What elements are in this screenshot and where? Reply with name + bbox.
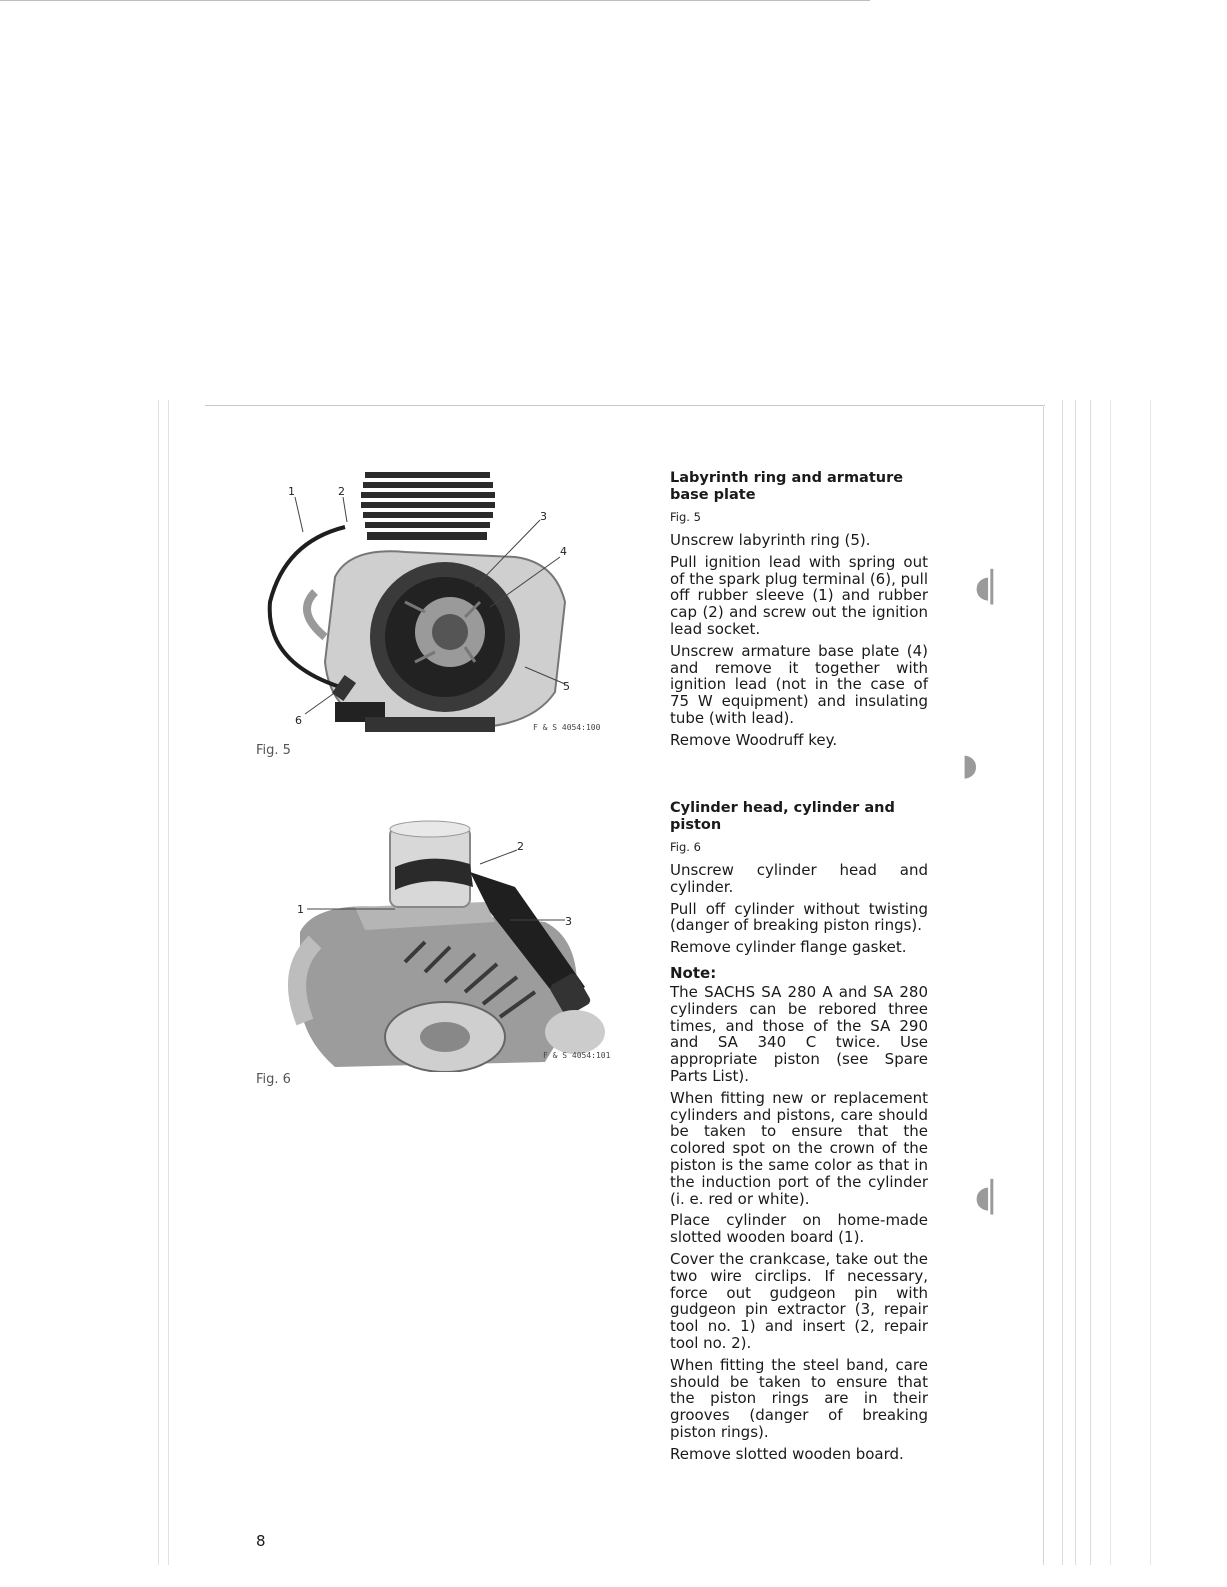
figure-5-image (255, 462, 615, 747)
binder-hole-mark: ◖▏ (975, 570, 1014, 605)
paragraph: Remove cylinder flange gasket. (670, 938, 907, 957)
fig5-callout-2: 2 (338, 485, 345, 498)
page-number: 8 (256, 1532, 266, 1550)
section-heading: Labyrinth ring and armature base plate (670, 470, 904, 503)
figure-6-caption: Fig. 6 (256, 1072, 291, 1087)
paragraph: Unscrew armature base plate (4) and remove it together with ignition lead (not in the case of 75 W equipment) and insulating tube (with lead). (670, 641, 928, 727)
fig5-callout-4: 4 (560, 545, 567, 558)
note-paragraph: When fitting the steel band, care should be taken to ensure that the piston rings are in their grooves (danger of breaking piston rings). (670, 1355, 928, 1441)
fig5-callout-6: 6 (295, 714, 302, 727)
scan-right-edge-2 (1075, 400, 1076, 1565)
fig5-stamp: F & S 4054:100 (533, 723, 601, 732)
scan-left-edge-2 (168, 400, 169, 1565)
binder-hole-mark: ◖▏ (975, 1180, 1014, 1215)
section-heading: Cylinder head, cylinder and piston (670, 800, 895, 833)
paragraph: Unscrew labyrinth ring (5). (670, 531, 871, 549)
fig5-callout-5: 5 (563, 680, 570, 693)
note-paragraph: Place cylinder on home-made slotted wooden board (1). (670, 1211, 928, 1247)
section-labyrinth-ring (670, 470, 928, 754)
figure-reference: Fig. 6 (670, 840, 701, 854)
fig6-callout-2: 2 (517, 840, 524, 853)
fig6-callout-3: 3 (565, 915, 572, 928)
figure-5-caption: Fig. 5 (256, 743, 291, 758)
binder-hole-mark: ◗ (962, 748, 978, 783)
fig5-callout-3: 3 (540, 510, 547, 523)
scan-right-edge-1 (1062, 400, 1063, 1565)
scan-left-edge (158, 400, 159, 1565)
note-paragraph: Remove slotted wooden board. (670, 1444, 904, 1463)
fig6-callout-1: 1 (297, 903, 304, 916)
figure-reference: Fig. 5 (670, 510, 701, 524)
note-paragraph: Cover the crankcase, take out the two wire circlips. If necessary, force out gudgeon pin with gudgeon pin extractor (3, repair tool no. 1) and insert (2, repair tool no. 2). (670, 1249, 928, 1352)
paragraph: Unscrew cylinder head and cylinder. (670, 861, 928, 896)
page-right-edge (1043, 405, 1044, 1565)
scan-top-line (0, 0, 870, 1)
paragraph: Pull ignition lead with spring out of the spark plug terminal (6), pull off rubber sleeve (1) and rubber cap (2) and screw out the ignition lead socket. (670, 552, 928, 638)
fig5-callout-1: 1 (288, 485, 295, 498)
fig6-stamp: F & S 4054:101 (543, 1051, 611, 1060)
section-cylinder-head (670, 800, 928, 1468)
note-label: Note: (670, 963, 717, 982)
note-paragraph: When fitting new or replacement cylinders and pistons, care should be taken to ensure that the colored spot on the crown of the piston is the same color as that in the induction port of the cylinder (i. e. red or white). (670, 1088, 928, 1208)
figure-6-image (255, 812, 620, 1072)
note-paragraph: The SACHS SA 280 A and SA 280 cylinders can be rebored three times, and those of the SA 290 and SA 340 C twice. Use appropriate piston (see Spare Parts List). (670, 982, 928, 1085)
scan-right-edge-5 (1150, 400, 1151, 1565)
paragraph: Remove Woodruff key. (670, 730, 838, 749)
scan-right-edge-4 (1110, 400, 1111, 1565)
page-top-edge (205, 405, 1045, 406)
scan-right-edge-3 (1090, 400, 1091, 1565)
paragraph: Pull off cylinder without twisting (danger of breaking piston rings). (670, 899, 928, 935)
